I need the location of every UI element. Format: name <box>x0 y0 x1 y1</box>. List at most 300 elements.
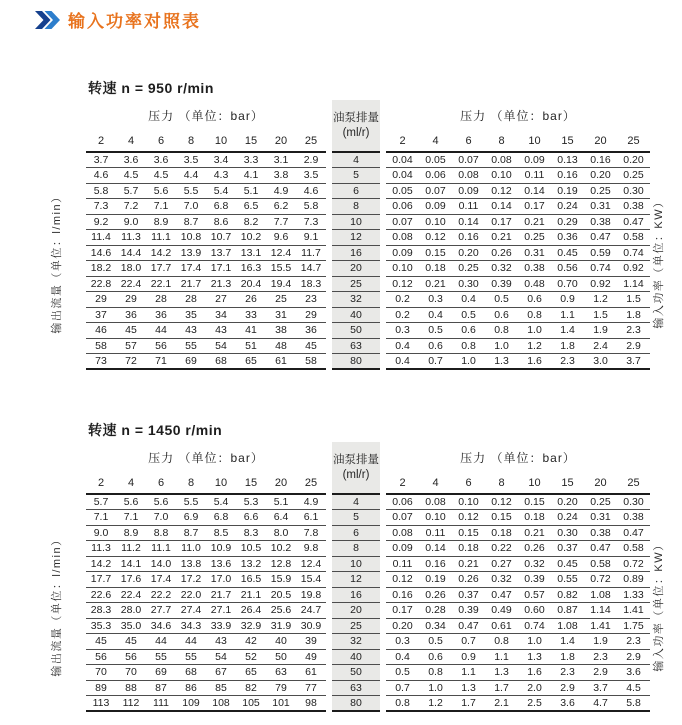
power-value-cell: 0.14 <box>419 541 452 557</box>
power-value-cell: 0.57 <box>518 587 551 603</box>
flow-value-cell: 109 <box>176 696 206 712</box>
power-value-cell: 0.8 <box>485 634 518 650</box>
power-value-cell: 1.41 <box>617 603 650 619</box>
power-value-cell: 0.45 <box>551 556 584 572</box>
power-value-cell: 0.30 <box>551 525 584 541</box>
data-row <box>86 214 650 230</box>
power-value-cell: 0.58 <box>617 541 650 557</box>
power-value-cell: 0.09 <box>419 199 452 215</box>
flow-value-cell: 33 <box>236 307 266 323</box>
power-value-cell: 0.11 <box>386 556 419 572</box>
data-row <box>86 323 650 339</box>
data-row <box>86 307 650 323</box>
flow-value-cell: 4.3 <box>206 168 236 184</box>
power-value-cell: 0.7 <box>419 354 452 370</box>
pump-displacement-unit: (ml/r) <box>342 468 370 481</box>
power-value-cell: 0.38 <box>617 199 650 215</box>
flow-value-cell: 68 <box>176 665 206 681</box>
flow-value-cell: 22.4 <box>116 276 146 292</box>
flow-value-cell: 8.3 <box>236 525 266 541</box>
power-value-cell: 1.41 <box>584 618 617 634</box>
power-value-cell: 0.25 <box>584 494 617 510</box>
flow-value-cell: 15.5 <box>266 261 296 277</box>
flow-value-cell: 27 <box>206 292 236 308</box>
flow-value-cell: 9.0 <box>86 525 116 541</box>
flow-value-cell: 27.4 <box>176 603 206 619</box>
flow-value-cell: 8.8 <box>146 525 176 541</box>
flow-value-cell: 5.1 <box>266 494 296 510</box>
flow-value-cell: 4.4 <box>176 168 206 184</box>
flow-value-cell: 8.0 <box>266 525 296 541</box>
flow-value-cell: 5.4 <box>206 494 236 510</box>
power-value-cell: 0.74 <box>518 618 551 634</box>
flow-value-cell: 3.4 <box>206 152 236 168</box>
power-value-cell: 1.6 <box>518 665 551 681</box>
pressure-column-header: 10 <box>518 130 551 152</box>
flow-value-cell: 28 <box>146 292 176 308</box>
power-value-cell: 0.10 <box>419 214 452 230</box>
flow-value-cell: 27.1 <box>206 603 236 619</box>
flow-value-cell: 7.3 <box>86 199 116 215</box>
pressure-unit-header-right: 压力 （单位：bar） <box>460 108 576 123</box>
pressure-column-header: 15 <box>236 472 266 494</box>
flow-value-cell: 3.8 <box>266 168 296 184</box>
flow-value-cell: 7.0 <box>176 199 206 215</box>
power-value-cell: 1.3 <box>518 649 551 665</box>
power-value-cell: 0.47 <box>584 541 617 557</box>
data-row <box>86 261 650 277</box>
power-value-cell: 0.8 <box>452 338 485 354</box>
flow-value-cell: 5.5 <box>176 183 206 199</box>
flow-value-cell: 18.0 <box>116 261 146 277</box>
power-value-cell: 0.31 <box>584 510 617 526</box>
displacement-value-cell: 40 <box>332 307 380 323</box>
power-value-cell: 2.9 <box>584 665 617 681</box>
power-value-cell: 1.14 <box>584 603 617 619</box>
pump-displacement-unit: (ml/r) <box>342 126 370 139</box>
flow-value-cell: 15.9 <box>266 572 296 588</box>
power-value-cell: 0.47 <box>617 214 650 230</box>
power-value-cell: 0.18 <box>452 541 485 557</box>
flow-value-cell: 5.5 <box>176 494 206 510</box>
flow-value-cell: 51 <box>236 338 266 354</box>
flow-value-cell: 16.3 <box>236 261 266 277</box>
power-value-cell: 0.6 <box>419 649 452 665</box>
flow-value-cell: 65 <box>236 354 266 370</box>
power-value-cell: 0.92 <box>617 261 650 277</box>
power-value-cell: 0.2 <box>386 292 419 308</box>
power-value-cell: 0.17 <box>485 214 518 230</box>
power-value-cell: 1.8 <box>617 307 650 323</box>
flow-value-cell: 54 <box>206 338 236 354</box>
flow-value-cell: 5.3 <box>236 494 266 510</box>
power-value-cell: 0.08 <box>386 230 419 246</box>
flow-value-cell: 10.2 <box>266 541 296 557</box>
power-value-cell: 0.18 <box>518 510 551 526</box>
flow-value-cell: 7.2 <box>116 199 146 215</box>
flow-value-cell: 10.2 <box>236 230 266 246</box>
power-value-cell: 0.04 <box>386 152 419 168</box>
flow-value-cell: 43 <box>206 323 236 339</box>
flow-value-cell: 11.2 <box>116 541 146 557</box>
pressure-column-header: 15 <box>551 130 584 152</box>
flow-value-cell: 54 <box>206 649 236 665</box>
flow-value-cell: 33.9 <box>206 618 236 634</box>
pressure-unit-header-left: 压力 （单位：bar） <box>148 108 264 123</box>
flow-value-cell: 27.7 <box>146 603 176 619</box>
power-value-cell: 1.3 <box>485 665 518 681</box>
flow-value-cell: 4.6 <box>86 168 116 184</box>
data-row <box>86 494 650 510</box>
flow-value-cell: 77 <box>296 680 326 696</box>
power-value-cell: 0.31 <box>518 245 551 261</box>
pressure-column-header: 25 <box>617 472 650 494</box>
flow-value-cell: 11.0 <box>176 541 206 557</box>
power-value-cell: 0.61 <box>485 618 518 634</box>
input-power-axis-label-1450: 输入功率（单位：KW） <box>653 538 665 672</box>
pressure-column-header: 4 <box>116 130 146 152</box>
flow-value-cell: 89 <box>86 680 116 696</box>
power-value-cell: 1.0 <box>518 634 551 650</box>
table-body <box>86 494 650 711</box>
flow-value-cell: 3.5 <box>296 168 326 184</box>
data-row <box>86 634 650 650</box>
power-value-cell: 2.3 <box>617 323 650 339</box>
data-row <box>86 556 650 572</box>
flow-value-cell: 56 <box>86 649 116 665</box>
pressure-column-header: 2 <box>86 130 116 152</box>
power-value-cell: 0.21 <box>485 230 518 246</box>
flow-value-cell: 6.9 <box>176 510 206 526</box>
flow-value-cell: 35.3 <box>86 618 116 634</box>
pressure-column-header: 8 <box>176 130 206 152</box>
flow-value-cell: 5.6 <box>116 494 146 510</box>
power-value-cell: 2.9 <box>617 649 650 665</box>
flow-value-cell: 87 <box>146 680 176 696</box>
flow-value-cell: 11.7 <box>296 245 326 261</box>
flow-value-cell: 14.4 <box>116 245 146 261</box>
power-value-cell: 2.4 <box>584 338 617 354</box>
flow-value-cell: 3.7 <box>86 152 116 168</box>
flow-value-cell: 108 <box>206 696 236 712</box>
flow-value-cell: 9.8 <box>296 541 326 557</box>
power-value-cell: 0.16 <box>584 152 617 168</box>
power-value-cell: 1.5 <box>617 292 650 308</box>
power-value-cell: 0.74 <box>617 245 650 261</box>
flow-value-cell: 49 <box>296 649 326 665</box>
power-value-cell: 0.87 <box>551 603 584 619</box>
flow-value-cell: 17.4 <box>146 572 176 588</box>
displacement-value-cell: 12 <box>332 572 380 588</box>
flow-value-cell: 25 <box>266 292 296 308</box>
power-value-cell: 1.8 <box>551 338 584 354</box>
pressure-column-header: 6 <box>452 130 485 152</box>
flow-value-cell: 13.9 <box>176 245 206 261</box>
pressure-column-header: 15 <box>551 472 584 494</box>
pressure-column-header: 4 <box>419 130 452 152</box>
power-value-cell: 0.08 <box>419 494 452 510</box>
flow-value-cell: 21.3 <box>206 276 236 292</box>
power-value-cell: 0.8 <box>386 696 419 712</box>
power-value-cell: 1.08 <box>551 618 584 634</box>
flow-value-cell: 5.7 <box>86 494 116 510</box>
flow-value-cell: 3.6 <box>116 152 146 168</box>
flow-value-cell: 12.4 <box>266 245 296 261</box>
flow-value-cell: 112 <box>116 696 146 712</box>
power-value-cell: 0.38 <box>584 525 617 541</box>
power-value-cell: 0.38 <box>518 261 551 277</box>
power-value-cell: 0.09 <box>518 152 551 168</box>
power-value-cell: 1.33 <box>617 587 650 603</box>
flow-value-cell: 31 <box>266 307 296 323</box>
flow-value-cell: 63 <box>266 665 296 681</box>
flow-value-cell: 105 <box>236 696 266 712</box>
flow-value-cell: 44 <box>146 323 176 339</box>
displacement-value-cell: 8 <box>332 199 380 215</box>
power-value-cell: 0.09 <box>386 245 419 261</box>
flow-value-cell: 22.1 <box>146 276 176 292</box>
flow-value-cell: 14.2 <box>146 245 176 261</box>
flow-value-cell: 58 <box>86 338 116 354</box>
power-value-cell: 0.59 <box>584 245 617 261</box>
flow-value-cell: 37 <box>86 307 116 323</box>
table-section-1450 <box>0 420 682 712</box>
power-value-cell: 1.9 <box>584 634 617 650</box>
power-value-cell: 0.25 <box>617 168 650 184</box>
power-value-cell: 1.0 <box>452 354 485 370</box>
flow-value-cell: 82 <box>236 680 266 696</box>
data-row <box>86 276 650 292</box>
power-value-cell: 0.19 <box>419 572 452 588</box>
flow-value-cell: 22.2 <box>146 587 176 603</box>
flow-value-cell: 14.7 <box>296 261 326 277</box>
power-value-cell: 1.7 <box>485 680 518 696</box>
power-value-cell: 0.25 <box>518 230 551 246</box>
flow-value-cell: 11.1 <box>146 230 176 246</box>
power-value-cell: 0.37 <box>452 587 485 603</box>
flow-value-cell: 7.1 <box>86 510 116 526</box>
flow-value-cell: 11.3 <box>116 230 146 246</box>
power-value-cell: 0.70 <box>551 276 584 292</box>
flow-value-cell: 8.9 <box>146 214 176 230</box>
flow-value-cell: 8.6 <box>206 214 236 230</box>
pressure-column-header: 10 <box>206 472 236 494</box>
flow-value-cell: 11.1 <box>146 541 176 557</box>
page-title: 输入功率对照表 <box>68 12 201 31</box>
power-value-cell: 1.1 <box>485 649 518 665</box>
power-value-cell: 0.89 <box>617 572 650 588</box>
power-value-cell: 3.7 <box>617 354 650 370</box>
flow-value-cell: 79 <box>266 680 296 696</box>
power-value-cell: 0.38 <box>617 510 650 526</box>
data-row <box>86 152 650 168</box>
flow-value-cell: 12.8 <box>266 556 296 572</box>
power-value-cell: 0.32 <box>485 261 518 277</box>
flow-value-cell: 29 <box>86 292 116 308</box>
power-value-cell: 0.20 <box>386 618 419 634</box>
displacement-value-cell: 10 <box>332 214 380 230</box>
power-value-cell: 0.10 <box>419 510 452 526</box>
displacement-value-cell: 16 <box>332 245 380 261</box>
power-value-cell: 0.06 <box>386 494 419 510</box>
power-value-cell: 4.5 <box>617 680 650 696</box>
flow-value-cell: 5.8 <box>86 183 116 199</box>
flow-value-cell: 13.2 <box>236 556 266 572</box>
power-value-cell: 2.3 <box>551 354 584 370</box>
power-value-cell: 0.12 <box>386 572 419 588</box>
flow-value-cell: 9.2 <box>86 214 116 230</box>
displacement-value-cell: 50 <box>332 323 380 339</box>
flow-value-cell: 10.8 <box>176 230 206 246</box>
power-value-cell: 0.07 <box>386 510 419 526</box>
flow-value-cell: 38 <box>266 323 296 339</box>
power-value-cell: 1.14 <box>617 276 650 292</box>
power-value-cell: 0.07 <box>386 214 419 230</box>
flow-value-cell: 5.6 <box>146 494 176 510</box>
power-value-cell: 0.3 <box>386 323 419 339</box>
flow-value-cell: 15.4 <box>296 572 326 588</box>
data-row <box>86 696 650 712</box>
pressure-column-header: 20 <box>584 472 617 494</box>
pump-displacement-label: 油泵排量 <box>333 454 379 467</box>
flow-value-cell: 11.4 <box>86 230 116 246</box>
power-value-cell: 1.0 <box>485 338 518 354</box>
flow-value-cell: 26 <box>236 292 266 308</box>
flow-value-cell: 32.9 <box>236 618 266 634</box>
power-value-cell: 0.09 <box>452 183 485 199</box>
power-value-cell: 0.39 <box>518 572 551 588</box>
flow-value-cell: 69 <box>176 354 206 370</box>
pressure-column-header: 4 <box>419 472 452 494</box>
power-value-cell: 0.58 <box>617 230 650 246</box>
flow-value-cell: 20.5 <box>266 587 296 603</box>
pressure-column-header: 25 <box>296 472 326 494</box>
power-value-cell: 0.17 <box>518 199 551 215</box>
flow-value-cell: 42 <box>236 634 266 650</box>
flow-value-cell: 4.5 <box>116 168 146 184</box>
data-row <box>86 168 650 184</box>
power-value-cell: 1.75 <box>617 618 650 634</box>
power-value-cell: 0.13 <box>551 152 584 168</box>
power-value-cell: 0.8 <box>419 665 452 681</box>
power-value-cell: 0.08 <box>452 168 485 184</box>
power-value-cell: 5.8 <box>617 696 650 712</box>
flow-value-cell: 10.7 <box>206 230 236 246</box>
power-value-cell: 0.17 <box>386 603 419 619</box>
flow-value-cell: 44 <box>176 634 206 650</box>
flow-value-cell: 4.9 <box>296 494 326 510</box>
pump-displacement-label: 油泵排量 <box>333 112 379 125</box>
power-value-cell: 0.06 <box>386 199 419 215</box>
flow-value-cell: 6.1 <box>296 510 326 526</box>
table-head <box>86 442 650 494</box>
power-value-cell: 0.82 <box>551 587 584 603</box>
flow-value-cell: 36 <box>116 307 146 323</box>
data-row <box>86 199 650 215</box>
power-value-cell: 1.3 <box>485 354 518 370</box>
power-value-cell: 0.05 <box>419 152 452 168</box>
power-value-cell: 0.26 <box>452 572 485 588</box>
power-value-cell: 1.8 <box>551 649 584 665</box>
power-value-cell: 3.7 <box>584 680 617 696</box>
power-value-cell: 0.07 <box>419 183 452 199</box>
flow-value-cell: 6.6 <box>236 510 266 526</box>
data-row <box>86 354 650 370</box>
double-chevron-right-icon <box>34 10 60 30</box>
flow-value-cell: 29 <box>296 307 326 323</box>
flow-value-cell: 7.1 <box>116 510 146 526</box>
power-value-cell: 2.9 <box>551 680 584 696</box>
flow-value-cell: 24.7 <box>296 603 326 619</box>
power-value-cell: 0.12 <box>485 183 518 199</box>
flow-value-cell: 18.2 <box>86 261 116 277</box>
flow-value-cell: 6.2 <box>266 199 296 215</box>
power-value-cell: 0.4 <box>452 292 485 308</box>
power-value-cell: 0.5 <box>419 323 452 339</box>
flow-value-cell: 6.8 <box>206 199 236 215</box>
displacement-value-cell: 16 <box>332 587 380 603</box>
flow-value-cell: 5.4 <box>206 183 236 199</box>
input-power-axis-label-950: 输入功率（单位：KW） <box>653 195 665 329</box>
power-value-cell: 0.60 <box>518 603 551 619</box>
power-value-cell: 1.1 <box>551 307 584 323</box>
speed-title-1450: 转速 n = 1450 r/min <box>88 422 223 438</box>
flow-value-cell: 20.4 <box>236 276 266 292</box>
displacement-value-cell: 63 <box>332 680 380 696</box>
power-value-cell: 0.20 <box>551 494 584 510</box>
table-section-950 <box>0 78 682 370</box>
flow-value-cell: 8.7 <box>176 214 206 230</box>
power-value-cell: 0.55 <box>551 572 584 588</box>
data-row <box>86 525 650 541</box>
power-value-cell: 0.56 <box>551 261 584 277</box>
pressure-column-header: 6 <box>146 130 176 152</box>
power-value-cell: 0.12 <box>485 494 518 510</box>
flow-value-cell: 26.4 <box>236 603 266 619</box>
power-value-cell: 0.2 <box>386 307 419 323</box>
flow-value-cell: 34 <box>206 307 236 323</box>
flow-value-cell: 40 <box>266 634 296 650</box>
power-value-cell: 0.14 <box>518 183 551 199</box>
power-value-cell: 0.12 <box>452 510 485 526</box>
flow-value-cell: 70 <box>86 665 116 681</box>
power-value-cell: 0.4 <box>386 354 419 370</box>
pressure-unit-header-left: 压力 （单位：bar） <box>148 450 264 465</box>
data-row <box>86 618 650 634</box>
pressure-column-header: 8 <box>176 472 206 494</box>
header-row-units <box>86 442 650 472</box>
power-value-cell: 0.9 <box>452 649 485 665</box>
pressure-column-header: 20 <box>584 130 617 152</box>
pressure-column-header: 8 <box>485 130 518 152</box>
power-value-cell: 0.08 <box>386 525 419 541</box>
flow-value-cell: 8.2 <box>236 214 266 230</box>
data-row <box>86 183 650 199</box>
power-value-cell: 0.14 <box>485 199 518 215</box>
power-value-cell: 0.45 <box>551 245 584 261</box>
power-value-cell: 2.1 <box>485 696 518 712</box>
flow-value-cell: 5.8 <box>296 199 326 215</box>
data-row <box>86 338 650 354</box>
flow-value-cell: 4.1 <box>236 168 266 184</box>
displacement-value-cell: 5 <box>332 510 380 526</box>
flow-value-cell: 11.3 <box>86 541 116 557</box>
flow-value-cell: 17.6 <box>116 572 146 588</box>
power-value-cell: 0.26 <box>518 541 551 557</box>
power-value-cell: 0.28 <box>419 603 452 619</box>
flow-value-cell: 30.9 <box>296 618 326 634</box>
pressure-unit-header-right: 压力 （单位：bar） <box>460 450 576 465</box>
